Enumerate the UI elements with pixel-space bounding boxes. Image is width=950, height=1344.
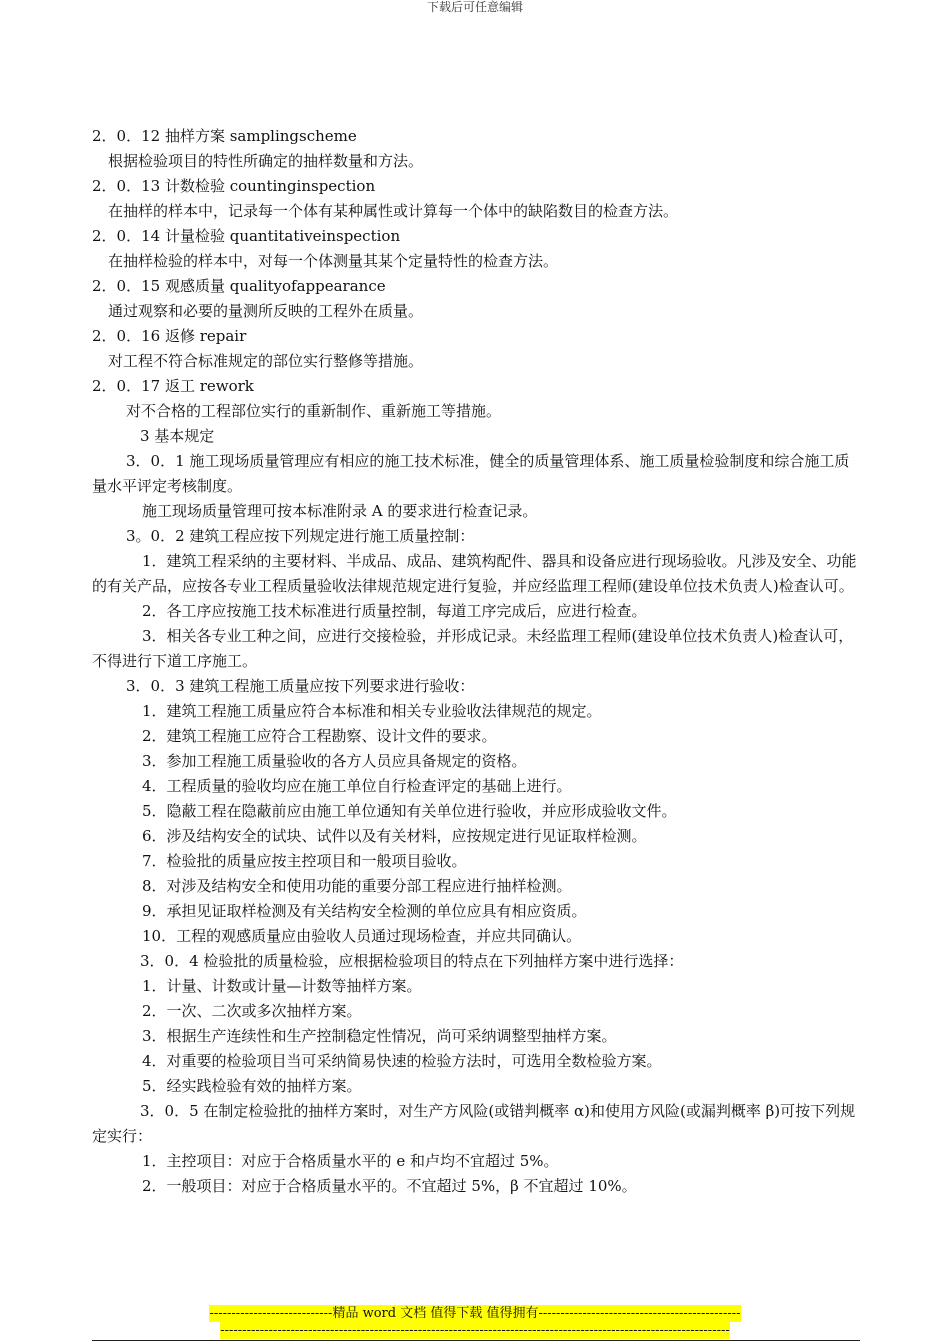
paragraph: 3 基本规定 bbox=[140, 427, 215, 445]
paragraph: 2．0．16 返修 repair bbox=[92, 327, 247, 345]
paragraph: 2．建筑工程施工应符合工程勘察、设计文件的要求。 bbox=[142, 727, 497, 745]
paragraph: 对工程不符合标准规定的部位实行整修等措施。 bbox=[108, 352, 424, 370]
paragraph: 5．经实践检验有效的抽样方案。 bbox=[142, 1077, 362, 1095]
paragraph: 9．承担见证取样检测及有关结构安全检测的单位应具有相应资质。 bbox=[142, 902, 587, 920]
footer-divider bbox=[92, 1340, 860, 1341]
paragraph: 6．涉及结构安全的试块、试件以及有关材料，应按规定进行见证取样检测。 bbox=[142, 827, 647, 845]
paragraph: 3．0．1 施工现场质量管理应有相应的施工技术标准，健全的质量管理体系、施工质量检验制度和综合施工质量水平评定考核制度。 bbox=[92, 452, 850, 495]
paragraph: 施工现场质量管理可按本标准附录 A 的要求进行检查记录。 bbox=[142, 502, 538, 520]
paragraph: 10．工程的观感质量应由验收人员通过现场检查，并应共同确认。 bbox=[142, 927, 582, 945]
paragraph: 2．0．17 返工 rework bbox=[92, 377, 254, 395]
paragraph: 3．根据生产连续性和生产控制稳定性情况，尚可采纳调整型抽样方案。 bbox=[142, 1027, 617, 1045]
paragraph: 3．0．3 建筑工程施工质量应按下列要求进行验收： bbox=[126, 677, 475, 695]
paragraph: 3．相关各专业工种之间，应进行交接检验，并形成记录。未经监理工程师(建设单位技术负责人)检查认可，不得进行下道工序施工。 bbox=[92, 627, 854, 670]
paragraph: 7．检验批的质量应按主控项目和一般项目验收。 bbox=[142, 852, 467, 870]
paragraph: 2．0．15 观感质量 qualityofappearance bbox=[92, 277, 386, 295]
paragraph: 在抽样的样本中，记录每一个体有某种属性或计算每一个体中的缺陷数目的检查方法。 bbox=[108, 202, 679, 220]
page-header: 下载后可任意编辑 bbox=[426, 0, 523, 14]
paragraph: 1．建筑工程采纳的主要材料、半成品、成品、建筑构配件、器具和设备应进行现场验收。凡涉及安全、功能的有关产品，应按各专业工程质量验收法律规范规定进行复验，并应经监理工程师(建设单位技术负责人)检查认可。 bbox=[92, 552, 857, 595]
footer-banner: ----------------------------精品 word 文档 值得下载 值得拥有---------------------------------------------- bbox=[209, 1306, 741, 1321]
paragraph: 通过观察和必要的量测所反映的工程外在质量。 bbox=[108, 302, 424, 320]
paragraph: 1．建筑工程施工质量应符合本标准和相关专业验收法律规范的规定。 bbox=[142, 702, 602, 720]
paragraph: 对不合格的工程部位实行的重新制作、重新施工等措施。 bbox=[126, 402, 502, 420]
paragraph: 2．一次、二次或多次抽样方案。 bbox=[142, 1002, 362, 1020]
paragraph: 3。0．2 建筑工程应按下列规定进行施工质量控制： bbox=[126, 527, 475, 545]
paragraph: 4．对重要的检验项目当可采纳简易快速的检验方法时，可选用全数检验方案。 bbox=[142, 1052, 662, 1070]
paragraph: 8．对涉及结构安全和使用功能的重要分部工程应进行抽样检测。 bbox=[142, 877, 572, 895]
paragraph: 2．0．13 计数检验 countinginspection bbox=[92, 177, 376, 195]
paragraph: 3．0．4 检验批的质量检验，应根据检验项目的特点在下列抽样方案中进行选择： bbox=[140, 952, 684, 970]
paragraph: 1．计量、计数或计量—计数等抽样方案。 bbox=[142, 977, 422, 995]
paragraph: 2．0．12 抽样方案 samplingscheme bbox=[92, 127, 357, 145]
footer-dash-line: -------------------------------------------------------------------------------------------------------------------- bbox=[220, 1323, 730, 1338]
paragraph: 在抽样检验的样本中，对每一个体测量其某个定量特性的检查方法。 bbox=[108, 252, 559, 270]
paragraph: 4．工程质量的验收均应在施工单位自行检查评定的基础上进行。 bbox=[142, 777, 572, 795]
paragraph: 5．隐蔽工程在隐蔽前应由施工单位通知有关单位进行验收，并应形成验收文件。 bbox=[142, 802, 677, 820]
paragraph: 2．0．14 计量检验 quantitativeinspection bbox=[92, 227, 401, 245]
paragraph: 3．参加工程施工质量验收的各方人员应具备规定的资格。 bbox=[142, 752, 527, 770]
paragraph: 2．各工序应按施工技术标准进行质量控制，每道工序完成后，应进行检查。 bbox=[142, 602, 647, 620]
paragraph: 2．一般项目：对应于合格质量水平的。不宜超过 5%，β 不宜超过 10%。 bbox=[142, 1177, 637, 1195]
paragraph: 根据检验项目的特性所确定的抽样数量和方法。 bbox=[108, 152, 424, 170]
document-body bbox=[92, 124, 860, 1199]
paragraph: 1．主控项目：对应于合格质量水平的 e 和卢均不宜超过 5%。 bbox=[142, 1152, 559, 1170]
page-footer bbox=[0, 1305, 950, 1339]
paragraph: 3．0．5 在制定检验批的抽样方案时，对生产方风险(或错判概率 α)和使用方风险(或漏判概率 β)可按下列规定实行： bbox=[92, 1102, 856, 1145]
